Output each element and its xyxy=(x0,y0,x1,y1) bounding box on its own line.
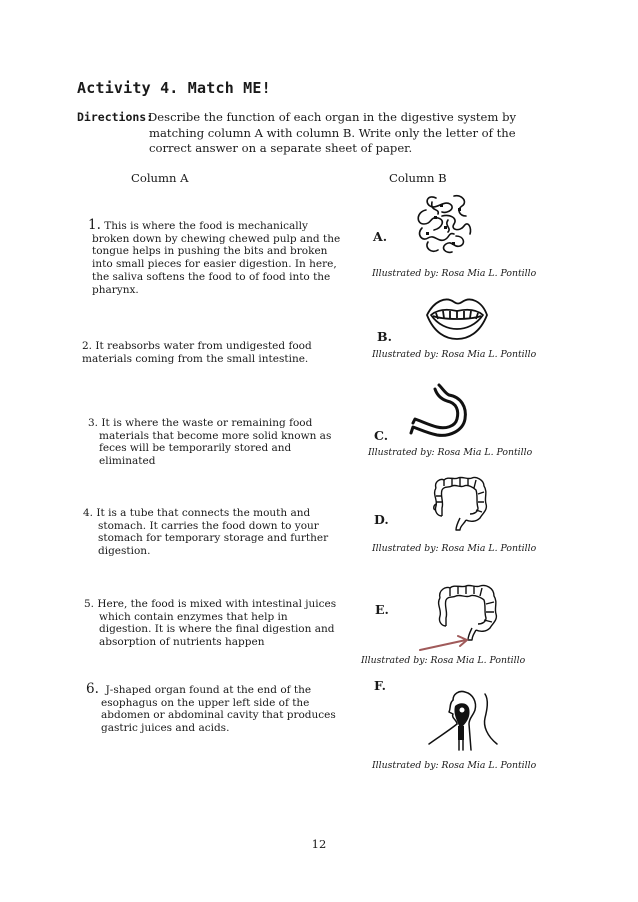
item-6 xyxy=(86,683,348,735)
item-line: esophagus on the upper left side of the xyxy=(101,696,310,709)
item-text: J-shaped organ found at the end of the xyxy=(105,684,312,696)
directions-text xyxy=(149,110,529,157)
illustration-credit: Illustrated by: Rosa Mia L. Pontillo xyxy=(372,349,537,360)
item-line: broken down by chewing chewed pulp and the xyxy=(92,232,341,245)
item-line: digestion. xyxy=(98,545,151,558)
item-line: abdomen or abdominal cavity that produces xyxy=(101,709,336,722)
rectum-icon xyxy=(414,580,506,652)
item-text: It is a tube that connects the mouth and xyxy=(96,507,311,519)
choice-letter-e: E. xyxy=(375,602,389,617)
item-line: the saliva softens the food to of food into the xyxy=(92,270,331,283)
directions-line: correct answer on a separate sheet of paper. xyxy=(149,141,413,155)
item-line: stomach for temporary storage and further xyxy=(98,532,329,545)
choice-letter-d: D. xyxy=(374,512,389,527)
item-line xyxy=(86,683,348,697)
item-number: 5. xyxy=(84,598,95,610)
item-line xyxy=(82,340,352,353)
item-line xyxy=(84,598,354,611)
item-line: absorption of nutrients happen xyxy=(99,636,265,649)
item-number: 1. xyxy=(88,217,101,233)
item-line: materials coming from the small intestine. xyxy=(82,352,309,365)
choice-letter-b: B. xyxy=(377,329,392,344)
page-number: 12 xyxy=(311,837,327,851)
choice-letter-a: A. xyxy=(373,229,388,244)
item-line xyxy=(83,507,353,520)
mouth-icon xyxy=(424,293,490,341)
directions-line: Describe the function of each organ in the digestive system by xyxy=(148,110,517,124)
illustration-credit: Illustrated by: Rosa Mia L. Pontillo xyxy=(372,760,537,771)
item-line: pharynx. xyxy=(92,283,139,296)
item-number: 3. xyxy=(88,417,99,429)
item-line: stomach. It carries the food down to your xyxy=(98,519,319,532)
item-line: digestion. It is where the final digestion and xyxy=(99,623,335,636)
item-5 xyxy=(84,598,354,649)
item-line: gastric juices and acids. xyxy=(101,722,230,735)
stomach-icon xyxy=(409,383,471,439)
illustration-credit: Illustrated by: Rosa Mia L. Pontillo xyxy=(372,268,537,279)
item-text: It reabsorbs water from undigested food xyxy=(95,340,312,352)
choice-letter-c: C. xyxy=(374,428,389,443)
column-b-heading: Column B xyxy=(389,171,447,185)
column-a-heading: Column A xyxy=(131,171,189,185)
item-1 xyxy=(88,219,350,296)
esophagus-icon xyxy=(427,688,499,754)
activity-title: Activity 4. Match ME! xyxy=(77,79,271,97)
directions-label: Directions: xyxy=(77,110,154,124)
item-line xyxy=(88,219,350,233)
item-line: into small pieces for easier digestion. In here, xyxy=(92,258,337,271)
item-line xyxy=(88,417,350,430)
item-number: 2. xyxy=(82,340,93,352)
item-text: It is where the waste or remaining food xyxy=(101,417,313,429)
item-line: tongue helps in pushing the bits and broken xyxy=(92,245,328,258)
item-line: eliminated xyxy=(99,455,156,468)
large-intestine-icon xyxy=(430,474,490,532)
item-number: 4. xyxy=(83,507,94,519)
item-4 xyxy=(83,507,353,558)
item-3 xyxy=(88,417,350,468)
illustration-credit: Illustrated by: Rosa Mia L. Pontillo xyxy=(361,655,526,666)
item-2 xyxy=(82,340,352,365)
item-text: This is where the food is mechanically xyxy=(104,220,308,232)
item-number: 6. xyxy=(86,681,99,697)
item-line: materials that become more solid known as xyxy=(99,429,332,442)
illustration-credit: Illustrated by: Rosa Mia L. Pontillo xyxy=(372,543,537,554)
choice-letter-f: F. xyxy=(374,678,386,693)
directions-line: matching column A with column B. Write only the letter of the xyxy=(149,125,516,140)
small-intestine-icon xyxy=(414,192,474,258)
item-line: feces will be temporarily stored and xyxy=(99,442,292,455)
item-text: Here, the food is mixed with intestinal juices xyxy=(97,598,337,610)
item-line: which contain enzymes that help in xyxy=(99,610,288,623)
illustration-credit: Illustrated by: Rosa Mia L. Pontillo xyxy=(368,447,533,458)
